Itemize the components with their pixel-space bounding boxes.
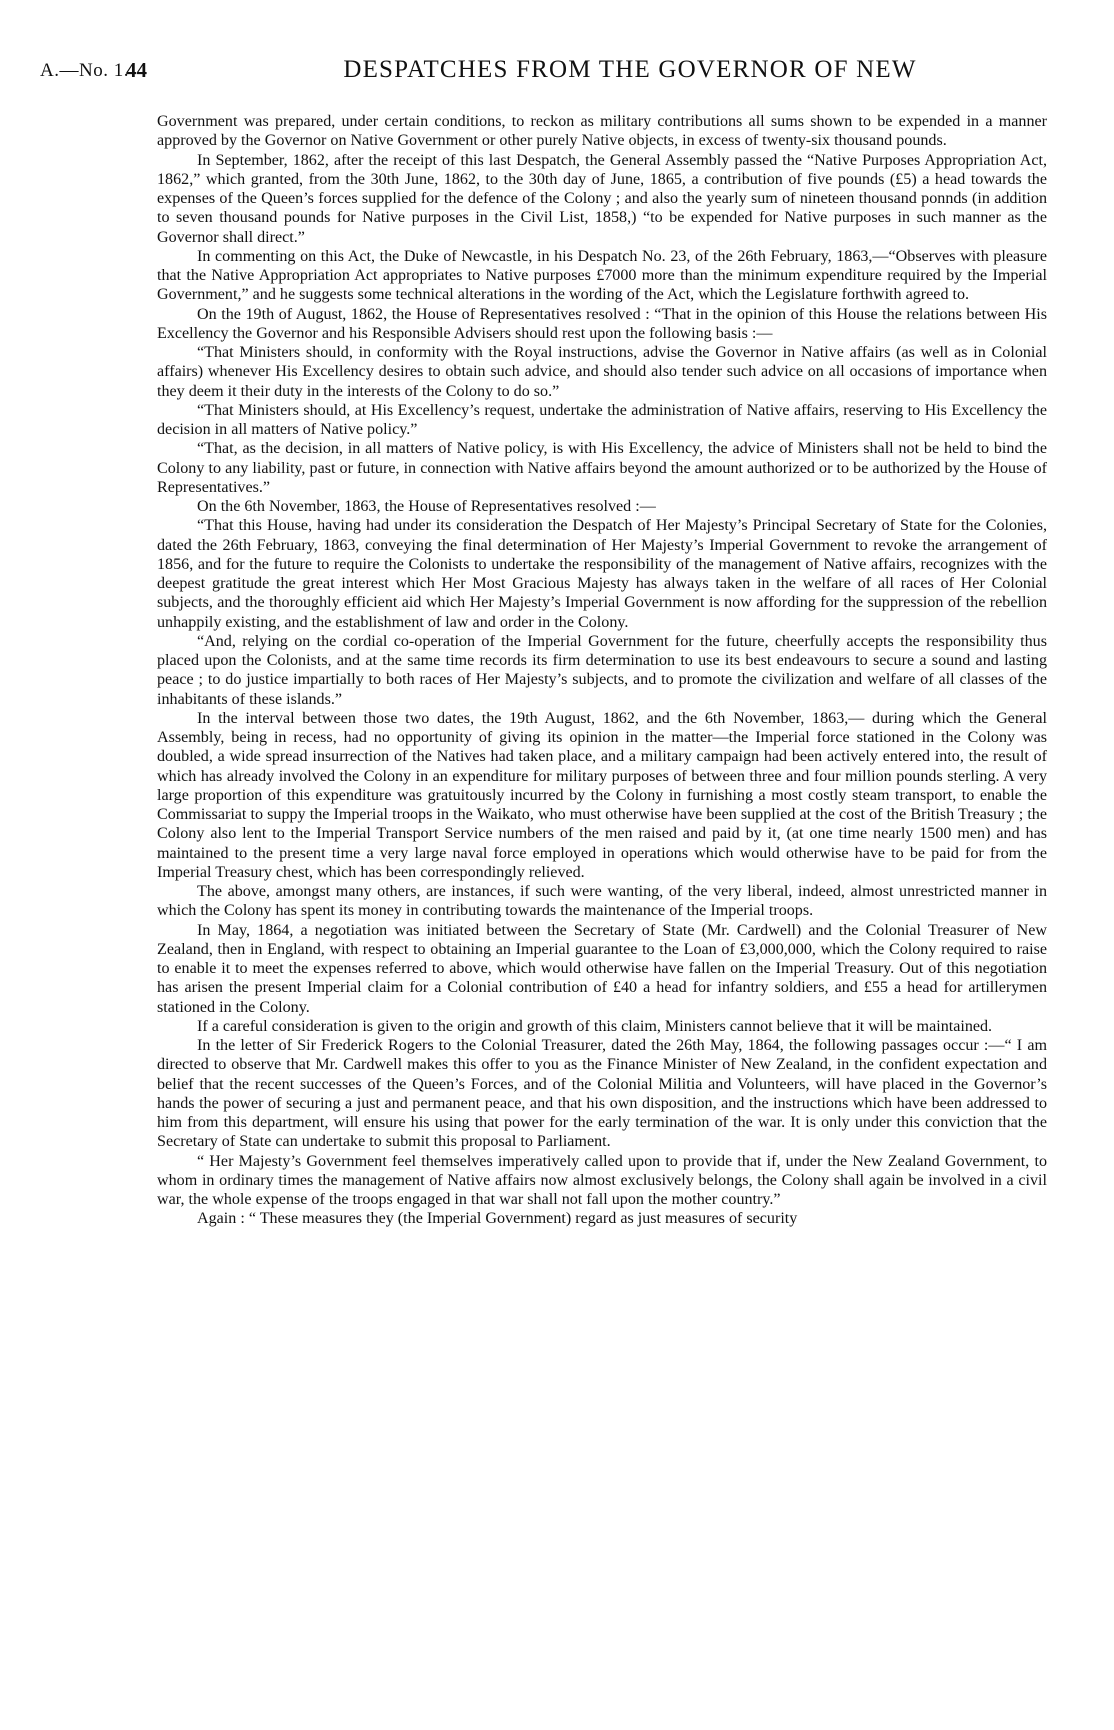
paragraph: Again : “ These measures they (the Imperial Government) regard as just measures of security bbox=[197, 1210, 798, 1228]
paragraph: In May, 1864, a negotiation was initiated between the Secretary of State (Mr. Cardwell) and the Colonial Treasurer of New Zealand, then in England, with respect to obtaining an Imperial guarantee to the Loan of £3,000,000, which the Colony required to raise to enable it to meet the expenses referred to above, which would otherwise have fallen on the Imperial Treasury. Out of this negotiation has arisen the present Imperial claim for a Colonial contribution of £40 a head for infantry soldiers, and £55 a head for artillerymen stationed in the Colony. bbox=[157, 921, 1047, 1016]
page-number: 44 bbox=[126, 58, 147, 82]
body-text bbox=[157, 112, 1047, 1229]
paragraph: On the 19th of August, 1862, the House of Representatives resolved : “That in the opinion of this House the relations between His Excellency the Governor and his Responsible Advisers should rest upon the following basis :— bbox=[157, 305, 1047, 342]
document-reference: A.—No. 1. bbox=[40, 60, 129, 81]
page-header bbox=[40, 56, 1060, 100]
paragraph: If a careful consideration is given to the origin and growth of this claim, Ministers cannot believe that it will be maintained. bbox=[197, 1017, 993, 1035]
paragraph: “That Ministers should, at His Excellency’s request, undertake the administration of Native affairs, reserving to His Excellency the decision in all matters of Native policy.” bbox=[157, 401, 1047, 438]
paragraph: The above, amongst many others, are instances, if such were wanting, of the very liberal, indeed, almost unrestricted manner in which the Colony has spent its money in contributing towards the maintenance of the Imperial troops. bbox=[157, 883, 1047, 920]
paragraph: In the interval between those two dates, the 19th August, 1862, and the 6th November, 1863,— during which the General Assembly, being in recess, had no opportunity of giving its opinion in the matter—the Imperial force stationed in the Colony was doubled, a wide spread insurrection of the Natives had taken place, and a military campaign had been actively entered into, the result of which has already involved the Colony in an expenditure for military purposes of between three and four million pounds sterling. A very large proportion of this expenditure was gratuitously incurred by the Colony in furnishing a most costly steam transport, to enable the Commissariat to suppy the Imperial troops in the Waikato, who must otherwise have been supplied at the cost of the British Treasury ; the Colony also lent to the Imperial Transport Service numbers of the men raised and paid by it, (at one time nearly 1500 men) and has maintained to the present time a very large naval force employed in operations which would otherwise have to be paid for from the Imperial Treasury chest, which has been correspondingly relieved. bbox=[157, 709, 1047, 881]
paragraph: “And, relying on the cordial co-operation of the Imperial Government for the future, cheerfully accepts the responsibility thus placed upon the Colonists, and at the same time records its firm determination to use its best endeavours to secure a sound and lasting peace ; to do justice impartially to both races of Her Majesty’s subjects, and to promote the civilization and welfare of all classes of the inhabitants of these islands.” bbox=[157, 632, 1047, 708]
paragraph: Government was prepared, under certain conditions, to reckon as military contributions all sums shown to be expended in a manner approved by the Governor on Native Government or other purely Native objects, in excess of twenty-six thousand pounds. bbox=[157, 113, 1047, 150]
paragraph: “That, as the decision, in all matters of Native policy, is with His Excellency, the advice of Ministers shall not be held to bind the Colony to any liability, past or future, in connection with Native affairs beyond the amount authorized or to be authorized by the House of Representatives.” bbox=[157, 440, 1047, 496]
paragraph: In the letter of Sir Frederick Rogers to the Colonial Treasurer, dated the 26th May, 1864, the following passages occur :—“ I am directed to observe that Mr. Cardwell makes this offer to you as the Finance Minister of New Zealand, in the confident expectation and belief that the recent successes of the Queen’s Forces, and of the Colonial Militia and Volunteers, will have placed in the Governor’s hands the power of securing a just and permanent peace, and that his own disposition, and the instructions which have been addressed to him from this department, will ensure his using that power for the early termination of the war. It is only under this conviction that the Secretary of State can undertake to submit this proposal to Parliament. bbox=[157, 1037, 1047, 1151]
paragraph: “ Her Majesty’s Government feel themselves imperatively called upon to provide that if, under the New Zealand Government, to whom in ordinary times the management of Native affairs now almost exclusively belongs, the Colony shall again be involved in a civil war, the whole expense of the troops engaged in that war shall not fall upon the mother country.” bbox=[157, 1152, 1047, 1208]
running-title: DESPATCHES FROM THE GOVERNOR OF NEW bbox=[343, 56, 917, 83]
paragraph: In commenting on this Act, the Duke of Newcastle, in his Despatch No. 23, of the 26th February, 1863,—“Observes with pleasure that the Native Appropriation Act appropriates to Native purposes £7000 more than the minimum expenditure required by the Imperial Government,” and he suggests some technical alterations in the wording of the Act, which the Legislature forthwith agreed to. bbox=[157, 247, 1047, 304]
paragraph: In September, 1862, after the receipt of this last Despatch, the General Assembly passed the “Native Purposes Appropriation Act, 1862,” which granted, from the 30th June, 1862, to the 30th day of June, 1865, a contribution of five pounds (£5) a head towards the expenses of the Queen’s forces supplied for the defence of the Colony ; and also the yearly sum of nineteen thousand ponnds (in addition to seven thousand pounds for Native purposes in the Civil List, 1858,) “to be expended for Native purposes in such manner as the Governor shall direct.” bbox=[157, 151, 1047, 246]
paragraph: “That this House, having had under its consideration the Despatch of Her Majesty’s Principal Secretary of State for the Colonies, dated the 26th February, 1863, conveying the final determination of Her Majesty’s Imperial Government to revoke the arrangement of 1856, and for the future to require the Colonists to undertake the responsibility of the management of Native affairs, recognizes with the deepest gratitude the great interest which Her Most Gracious Majesty has always taken in the welfare of all races of Her Colonial subjects, and the thoroughly efficient aid which Her Majesty’s Imperial Government is now affording for the suppression of the rebellion unhappily existing, and the establishment of law and order in the Colony. bbox=[157, 517, 1047, 631]
paragraph: On the 6th November, 1863, the House of Representatives resolved :— bbox=[197, 498, 656, 515]
paragraph: “That Ministers should, in conformity with the Royal instructions, advise the Governor in Native affairs (as well as in Colonial affairs) whenever His Excellency desires to obtain such advice, and should also tender such advice on all occasions of importance when they deem it their duty in the interests of the Colony to do so.” bbox=[157, 344, 1047, 400]
